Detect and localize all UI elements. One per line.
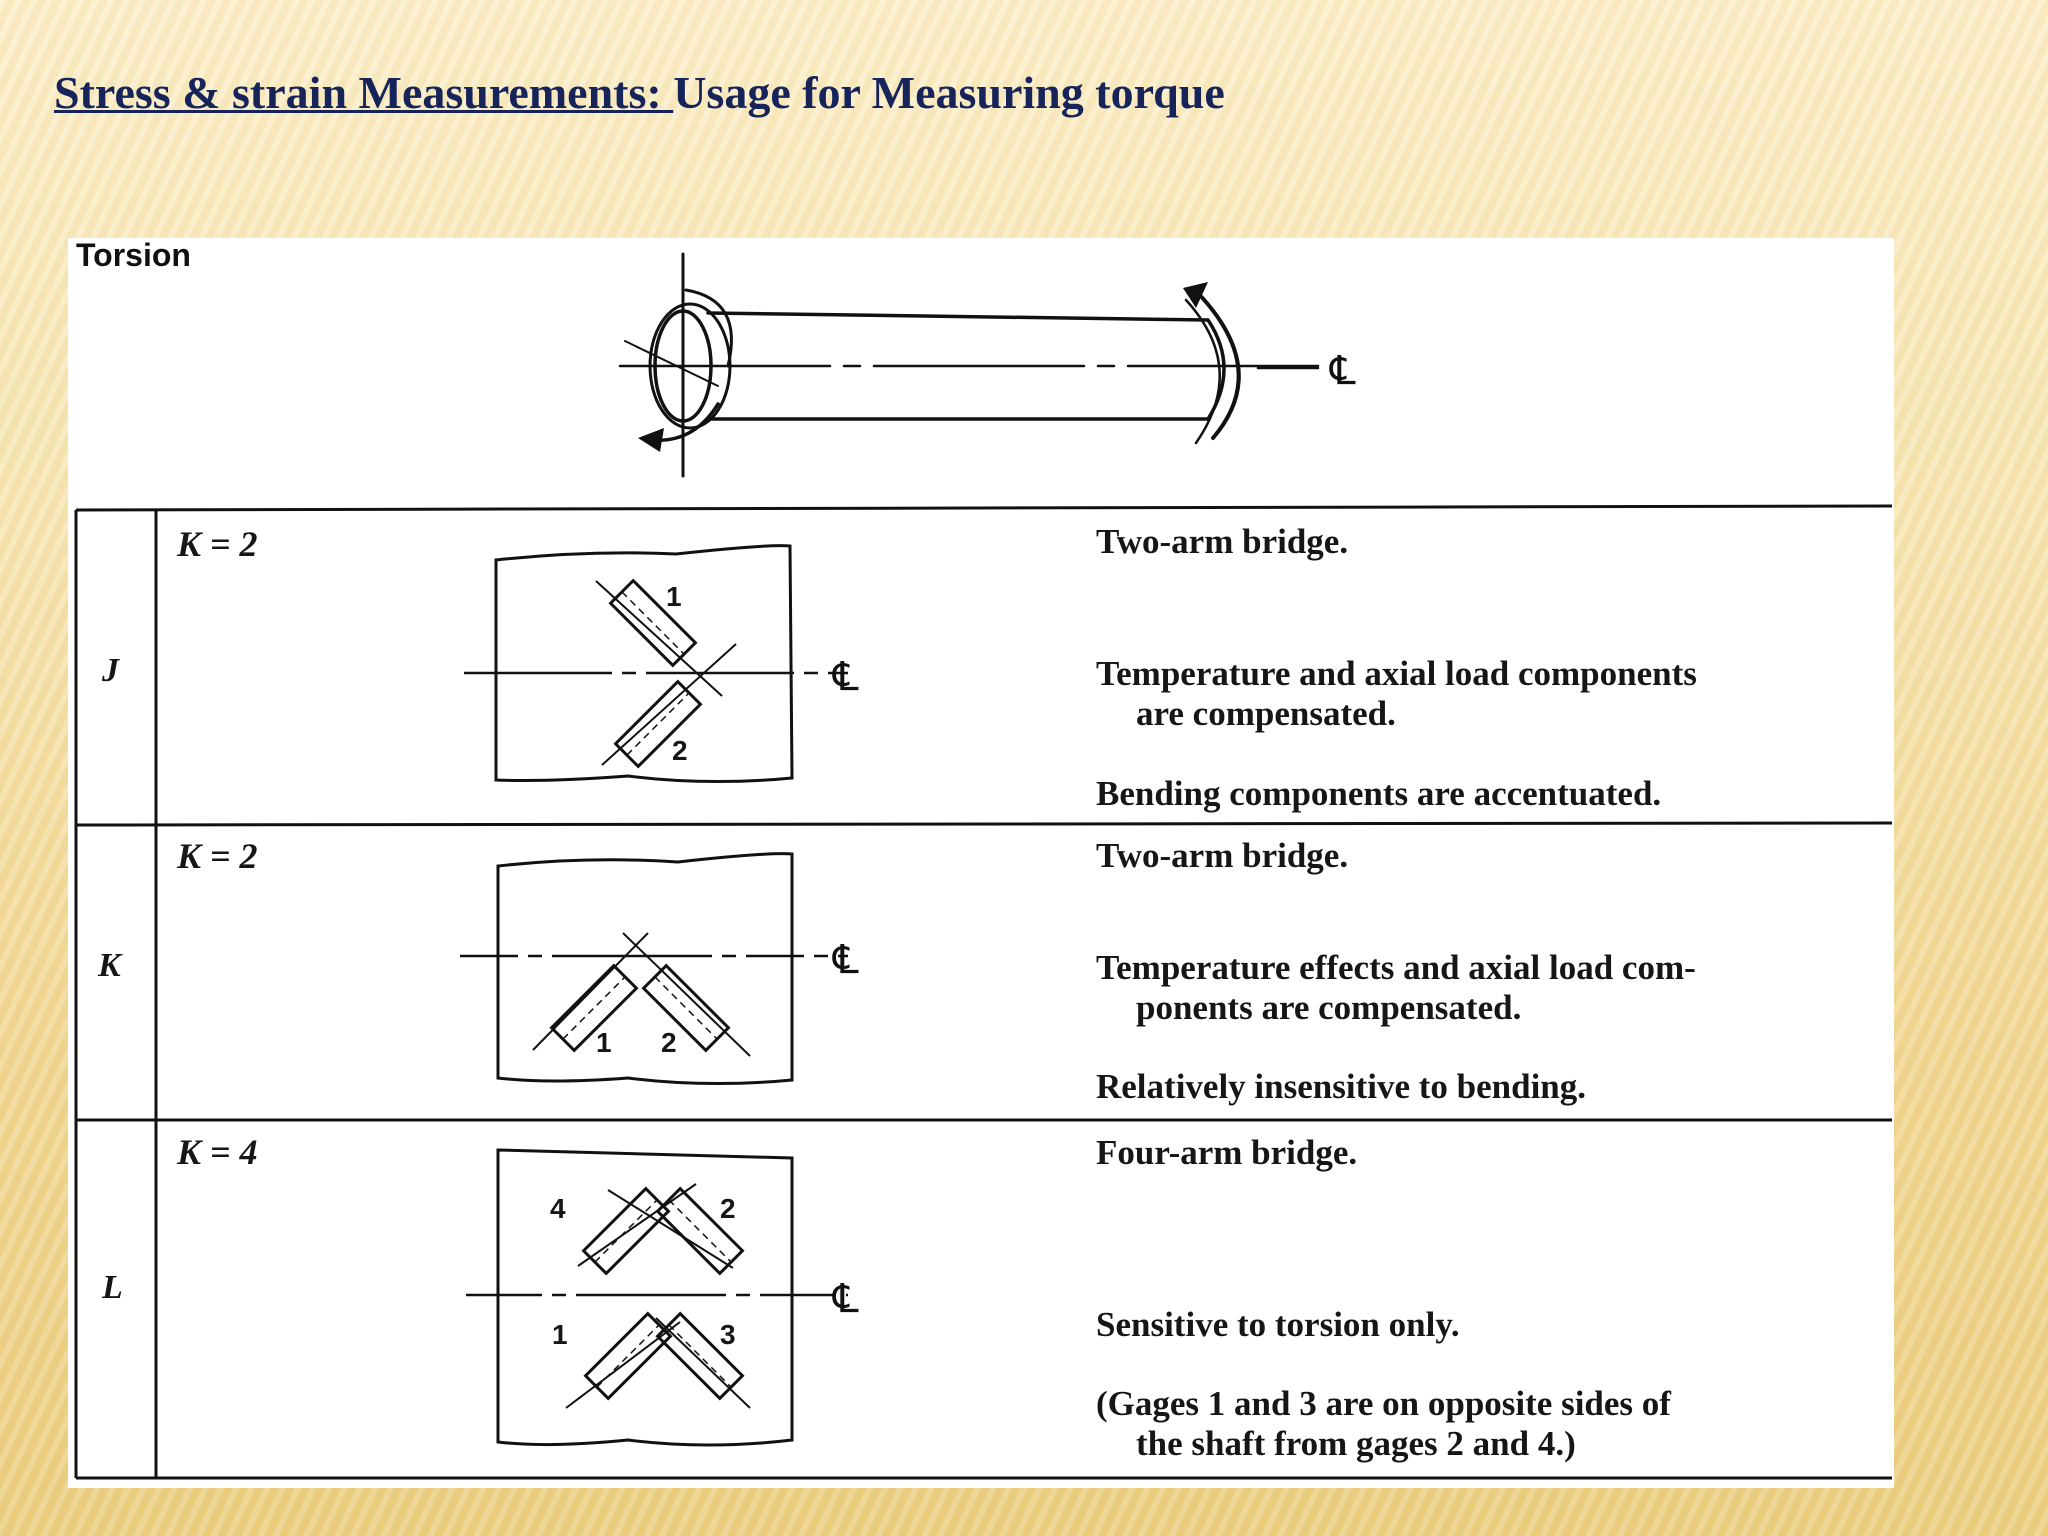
row-description: Bending components are accentuated.: [1096, 774, 1662, 813]
row-description: Temperature effects and axial load com-: [1096, 948, 1696, 987]
gage-number: 2: [661, 1027, 677, 1058]
gage-number: 1: [666, 581, 682, 612]
k-value: K = 2: [177, 836, 258, 876]
title-underlined: Stress & strain Measurements:: [54, 67, 674, 118]
row-label: J: [102, 652, 119, 689]
row-description: the shaft from gages 2 and 4.): [1136, 1424, 1576, 1463]
centerline-symbol: ℄: [833, 937, 859, 982]
table-row: [101, 522, 1697, 813]
table-grid: [76, 506, 1892, 1478]
table-row: [97, 836, 1696, 1106]
k-value: K = 4: [177, 1132, 258, 1172]
slide-title: [54, 66, 1225, 119]
torsion-figure: [68, 238, 1894, 1488]
row-description: Relatively insensitive to bending.: [1096, 1067, 1587, 1106]
row-description: Four-arm bridge.: [1096, 1133, 1358, 1172]
row-description: Temperature and axial load components: [1096, 654, 1697, 693]
figure-heading: Torsion: [76, 238, 191, 273]
table-row: [101, 1132, 1671, 1463]
title-rest: Usage for Measuring torque: [673, 67, 1225, 118]
k-value: K = 2: [177, 524, 258, 564]
gage-diagram: [464, 546, 859, 782]
gage-number: 2: [672, 735, 688, 766]
row-label: L: [102, 1269, 123, 1306]
centerline-symbol: ℄: [833, 1276, 859, 1321]
gage-number: 1: [552, 1319, 568, 1350]
gage-number: 3: [720, 1319, 736, 1350]
row-description: (Gages 1 and 3 are on opposite sides of: [1096, 1384, 1671, 1423]
gage-number: 4: [550, 1193, 566, 1224]
row-description: Two-arm bridge.: [1096, 836, 1349, 875]
gage-diagram: [466, 1150, 859, 1445]
gage-diagram: [460, 854, 859, 1084]
row-description: are compensated.: [1136, 694, 1396, 733]
gage-number: 1: [596, 1027, 612, 1058]
gage-number: 2: [720, 1193, 736, 1224]
row-description: ponents are compensated.: [1136, 988, 1522, 1027]
row-description: Sensitive to torsion only.: [1096, 1305, 1460, 1344]
row-label: K: [98, 947, 121, 984]
centerline-symbol: ℄: [1330, 348, 1356, 393]
row-description: Two-arm bridge.: [1096, 522, 1349, 561]
centerline-symbol: ℄: [833, 654, 859, 699]
shaft-drawing: [620, 254, 1318, 476]
